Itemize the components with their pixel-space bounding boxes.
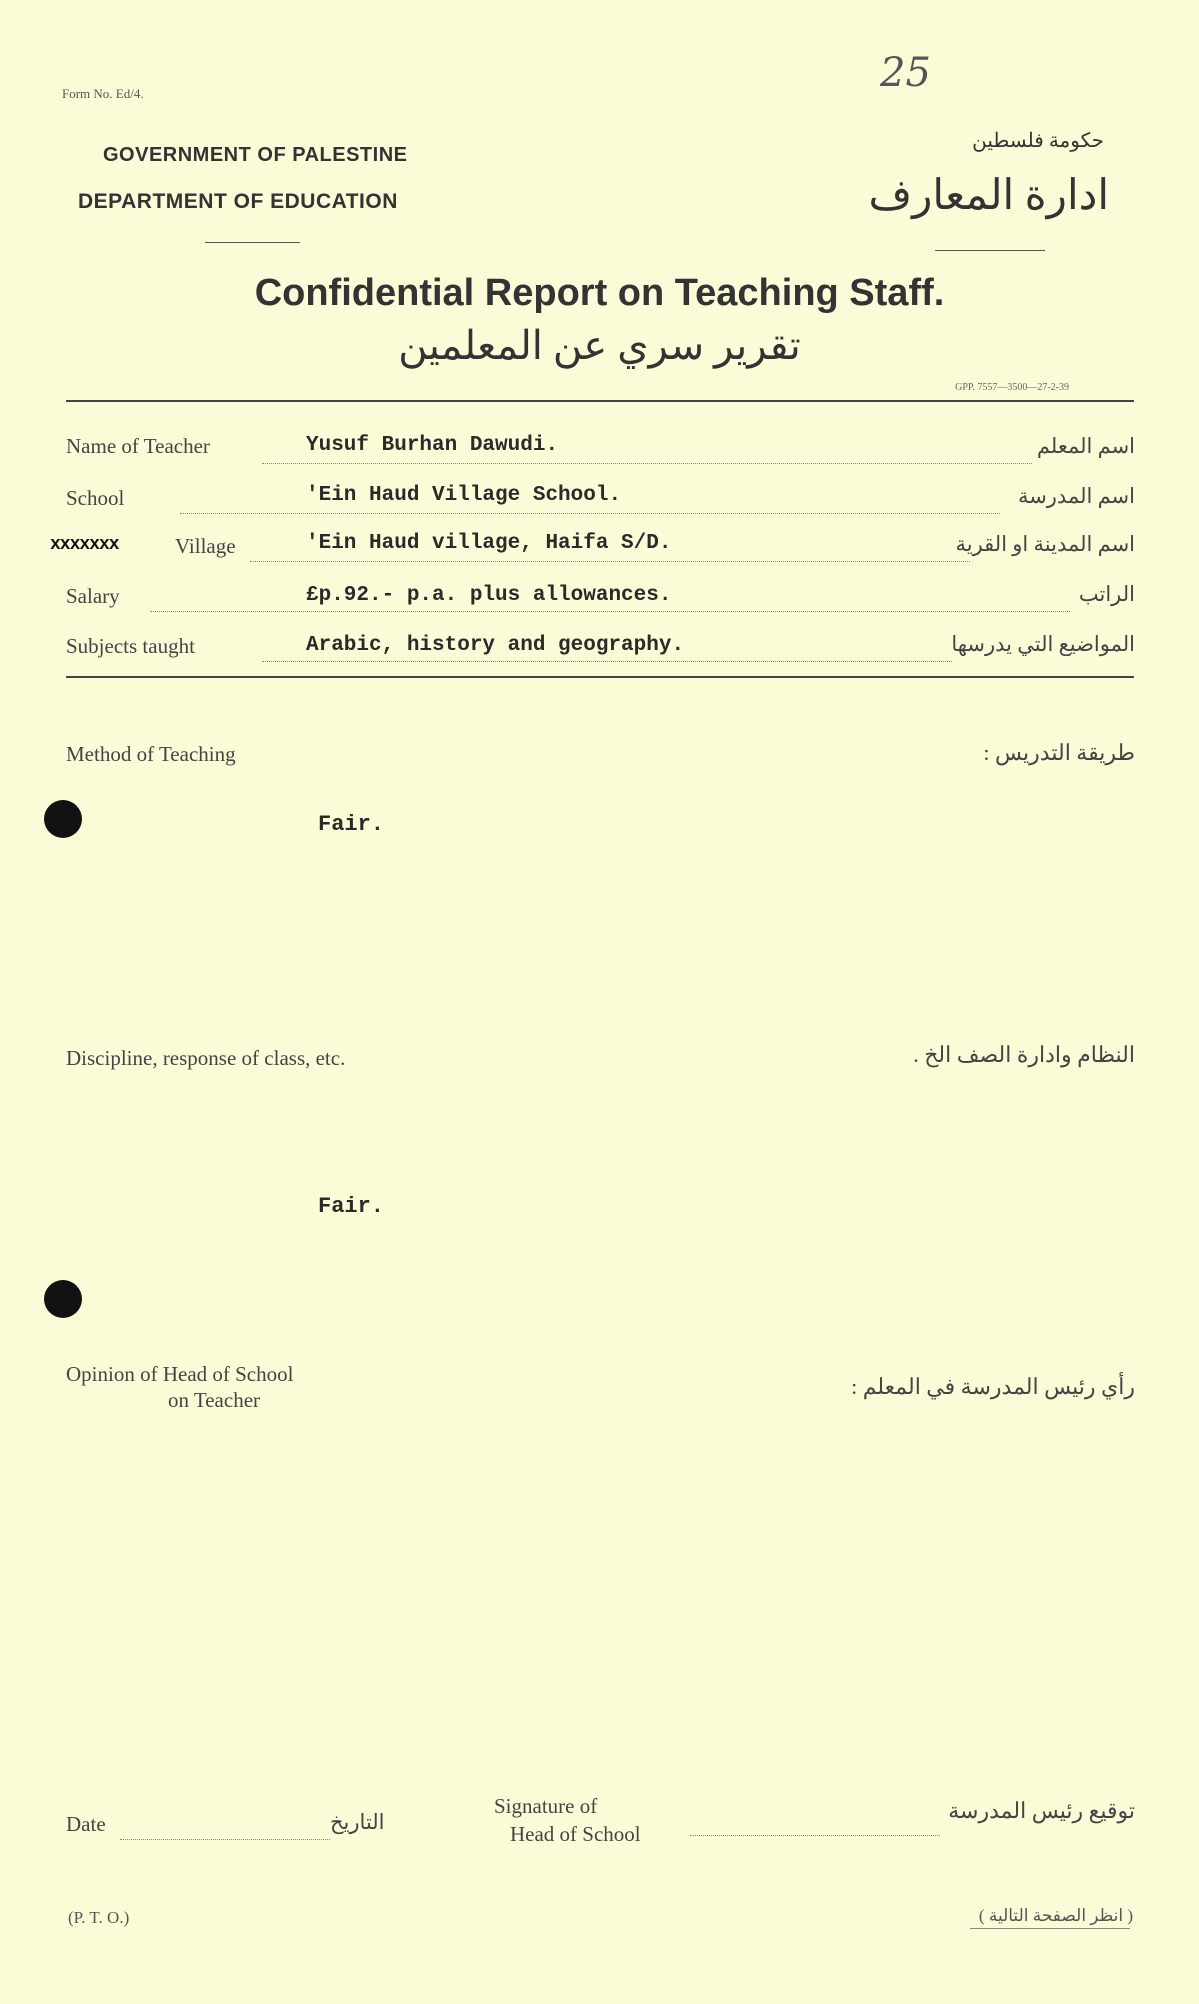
discipline-label: Discipline, response of class, etc. xyxy=(66,1046,346,1070)
field-label-salary-arabic: الراتب xyxy=(1078,582,1135,606)
field-value-subjects: Arabic, history and geography. xyxy=(306,634,685,657)
field-value-salary: £p.92.- p.a. plus allowances. xyxy=(306,584,672,607)
report-title: Confidential Report on Teaching Staff. xyxy=(254,272,945,314)
dotted-line xyxy=(150,610,1070,612)
table-top-rule xyxy=(66,400,1134,402)
ornament-rule-left xyxy=(205,242,300,243)
dotted-line xyxy=(250,560,970,562)
ornament-rule-right xyxy=(935,250,1045,251)
government-heading-arabic: حكومة فلسطين xyxy=(972,130,1104,152)
discipline-label-arabic: النظام وادارة الصف الخ . xyxy=(913,1042,1135,1067)
date-label: Date xyxy=(66,1812,106,1836)
method-label-arabic: طريقة التدريس : xyxy=(983,740,1135,765)
date-label-arabic: التاريخ xyxy=(330,1810,385,1834)
method-label: Method of Teaching xyxy=(66,742,236,766)
field-label-teacher: Name of Teacher xyxy=(66,434,210,458)
field-label-school-arabic: اسم المدرسة xyxy=(1017,484,1135,508)
printer-code: GPP. 7557—3500—27-2-39 xyxy=(955,382,1069,393)
field-label-village-arabic: اسم المدينة او القرية xyxy=(955,532,1135,556)
page-number-handwritten: 25 xyxy=(880,50,931,96)
signature-label-line2: Head of School xyxy=(510,1822,641,1846)
punch-hole xyxy=(44,1280,82,1318)
government-heading: GOVERNMENT OF PALESTINE xyxy=(103,144,408,166)
field-value-teacher: Yusuf Burhan Dawudi. xyxy=(306,434,559,457)
discipline-value: Fair. xyxy=(318,1194,385,1219)
department-heading: DEPARTMENT OF EDUCATION xyxy=(78,190,398,213)
dotted-line xyxy=(690,1834,940,1836)
department-heading-arabic: ادارة المعارف xyxy=(868,173,1109,219)
field-label-school: School xyxy=(66,486,125,510)
field-label-salary: Salary xyxy=(66,584,120,608)
dotted-line xyxy=(262,660,952,662)
report-title-arabic: تقرير سري عن المعلمين xyxy=(398,323,801,368)
pto-note-arabic: ( انظر الصفحة التالية ) xyxy=(978,1906,1133,1925)
dotted-line xyxy=(180,512,1000,514)
pto-note: (P. T. O.) xyxy=(68,1908,130,1927)
opinion-label-arabic: رأي رئيس المدرسة في المعلم : xyxy=(851,1374,1135,1399)
field-label-subjects: Subjects taught xyxy=(66,634,195,658)
dotted-line xyxy=(120,1838,330,1840)
signature-label-arabic: توقيع رئيس المدرسة xyxy=(948,1798,1135,1823)
method-value: Fair. xyxy=(318,812,385,837)
punch-hole xyxy=(44,800,82,838)
field-value-village: 'Ein Haud village, Haifa S/D. xyxy=(306,532,672,555)
table-bottom-rule xyxy=(66,676,1134,678)
opinion-label-line2: on Teacher xyxy=(168,1388,261,1412)
field-label-teacher-arabic: اسم المعلم xyxy=(1036,434,1135,458)
form-number: Form No. Ed/4. xyxy=(62,86,144,101)
field-value-school: 'Ein Haud Village School. xyxy=(306,484,622,507)
struck-out-text: xxxxxxx xyxy=(50,535,119,555)
pto-underline xyxy=(970,1928,1130,1929)
signature-label: Signature of xyxy=(494,1794,598,1818)
field-label-subjects-arabic: المواضيع التي يدرسها xyxy=(951,632,1135,656)
opinion-label: Opinion of Head of School xyxy=(66,1362,294,1386)
dotted-line xyxy=(262,462,1032,464)
field-label-village: Village xyxy=(175,534,236,558)
